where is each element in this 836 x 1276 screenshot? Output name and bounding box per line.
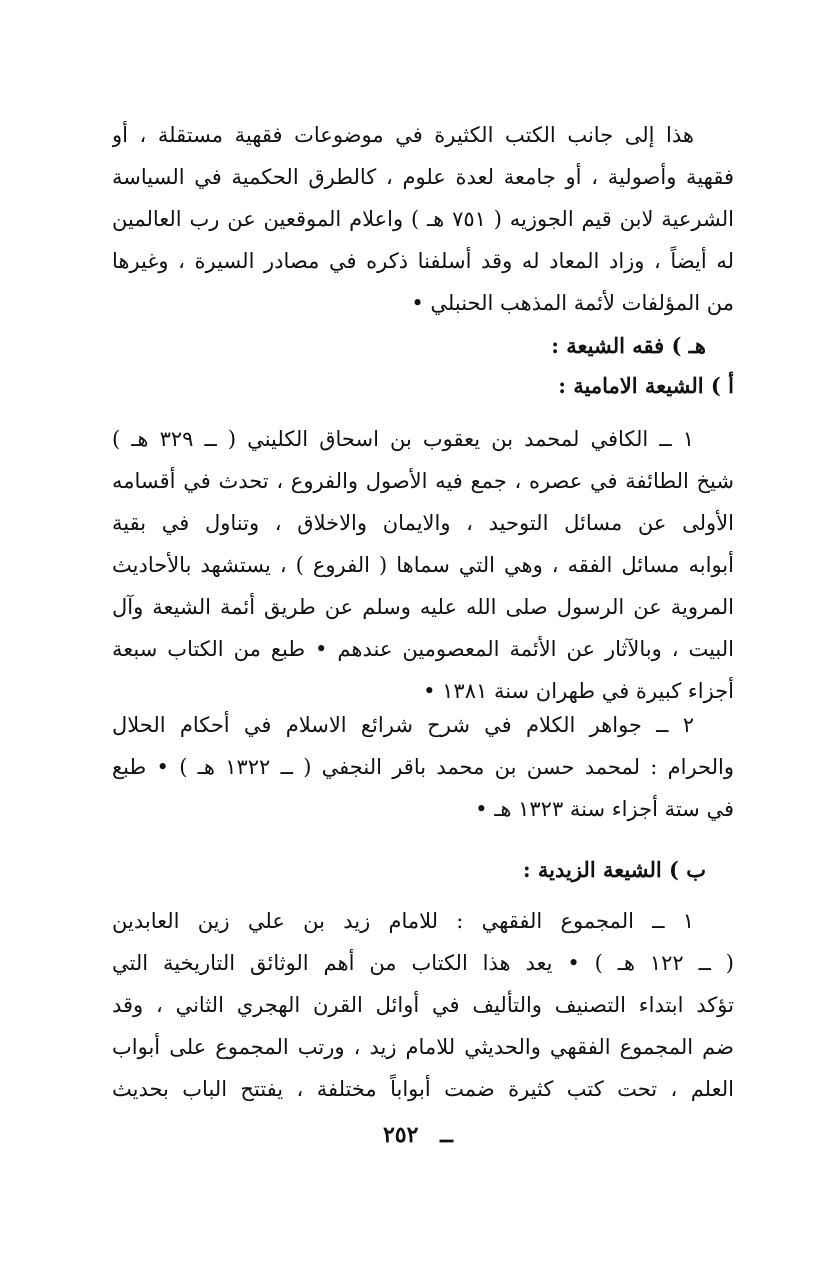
text-line: البيت ، وبالآثار عن الأئمة المعصومين عندهم • طبع من الكتاب سبعة xyxy=(112,637,734,661)
text-line: من المؤلفات لأئمة المذهب الحنبلي • xyxy=(411,291,734,315)
text-line: العلم ، تحت كتب كثيرة ضمت أبواباً مختلفة ، يفتتح الباب بحديث xyxy=(112,1077,734,1101)
text-line: شيخ الطائفة في عصره ، جمع فيه الأصول والفروع ، تحدث في أقسامه xyxy=(112,469,734,493)
page-number: ٢٥٢ xyxy=(382,1122,419,1148)
entry-al-majmu-al-fiqhi xyxy=(112,900,734,1110)
text-line: ( ــ ١٢٢ هـ ) • يعد هذا الكتاب من أهم الوثائق التاريخية التي xyxy=(112,951,734,975)
text-line: فقهية وأصولية ، أو جامعة لعدة علوم ، كالطرق الحكمية في السياسة xyxy=(112,165,734,189)
text-line: ضم المجموع الفقهي والحديثي للامام زيد ، ورتب المجموع على أبواب xyxy=(112,1035,734,1059)
text-line: ٢ ــ جواهر الكلام في شرح شرائع الاسلام في أحكام الحلال xyxy=(112,713,694,737)
text-line: أجزاء كبيرة في طهران سنة ١٣٨١ • xyxy=(423,679,734,703)
intro-paragraph xyxy=(112,114,734,324)
text-line: تؤكد ابتداء التصنيف والتأليف في أوائل القرن الهجري الثاني ، وقد xyxy=(112,993,734,1017)
section-heading-shia-fiqh: هـ ) فقه الشيعة : xyxy=(551,333,706,358)
text-line: هذا إلى جانب الكتب الكثيرة في موضوعات فقهية مستقلة ، أو xyxy=(112,123,694,147)
text-line: والحرام : لمحمد حسن بن محمد باقر النجفي ( ــ ١٣٢٢ هـ ) • طبع xyxy=(112,755,734,779)
entry-al-kafi xyxy=(112,418,734,712)
entry-jawahir-al-kalam xyxy=(112,704,734,830)
text-line: أبوابه مسائل الفقه ، وهي التي سماها ( الفروع ) ، يستشهد بالأحاديث xyxy=(112,553,734,577)
text-line: الأولى عن مسائل التوحيد ، والايمان والاخلاق ، وتناول في بقية xyxy=(112,511,734,535)
page-footer xyxy=(0,1122,836,1148)
text-line: له أيضاً ، وزاد المعاد له وقد أسلفنا ذكره في مصادر السيرة ، وغيرها xyxy=(112,249,734,273)
subsection-heading-zaydiyya: ب ) الشيعة الزيدية : xyxy=(522,857,706,882)
text-line: المروية عن الرسول صلى الله عليه وسلم عن طريق أئمة الشيعة وآل xyxy=(112,595,734,619)
subsection-heading-imamiyya: أ ) الشيعة الامامية : xyxy=(558,373,734,398)
text-line: ١ ــ المجموع الفقهي : للامام زيد بن علي زين العابدين xyxy=(112,909,694,933)
text-line: الشرعية لابن قيم الجوزيه ( ٧٥١ هـ ) واعلام الموقعين عن رب العالمين xyxy=(112,207,734,231)
text-line: في ستة أجزاء سنة ١٣٢٣ هـ • xyxy=(475,797,734,821)
text-line: ١ ــ الكافي لمحمد بن يعقوب بن اسحاق الكليني ( ــ ٣٢٩ هـ ) xyxy=(112,427,694,451)
signature-mark: ــ xyxy=(440,1122,453,1148)
